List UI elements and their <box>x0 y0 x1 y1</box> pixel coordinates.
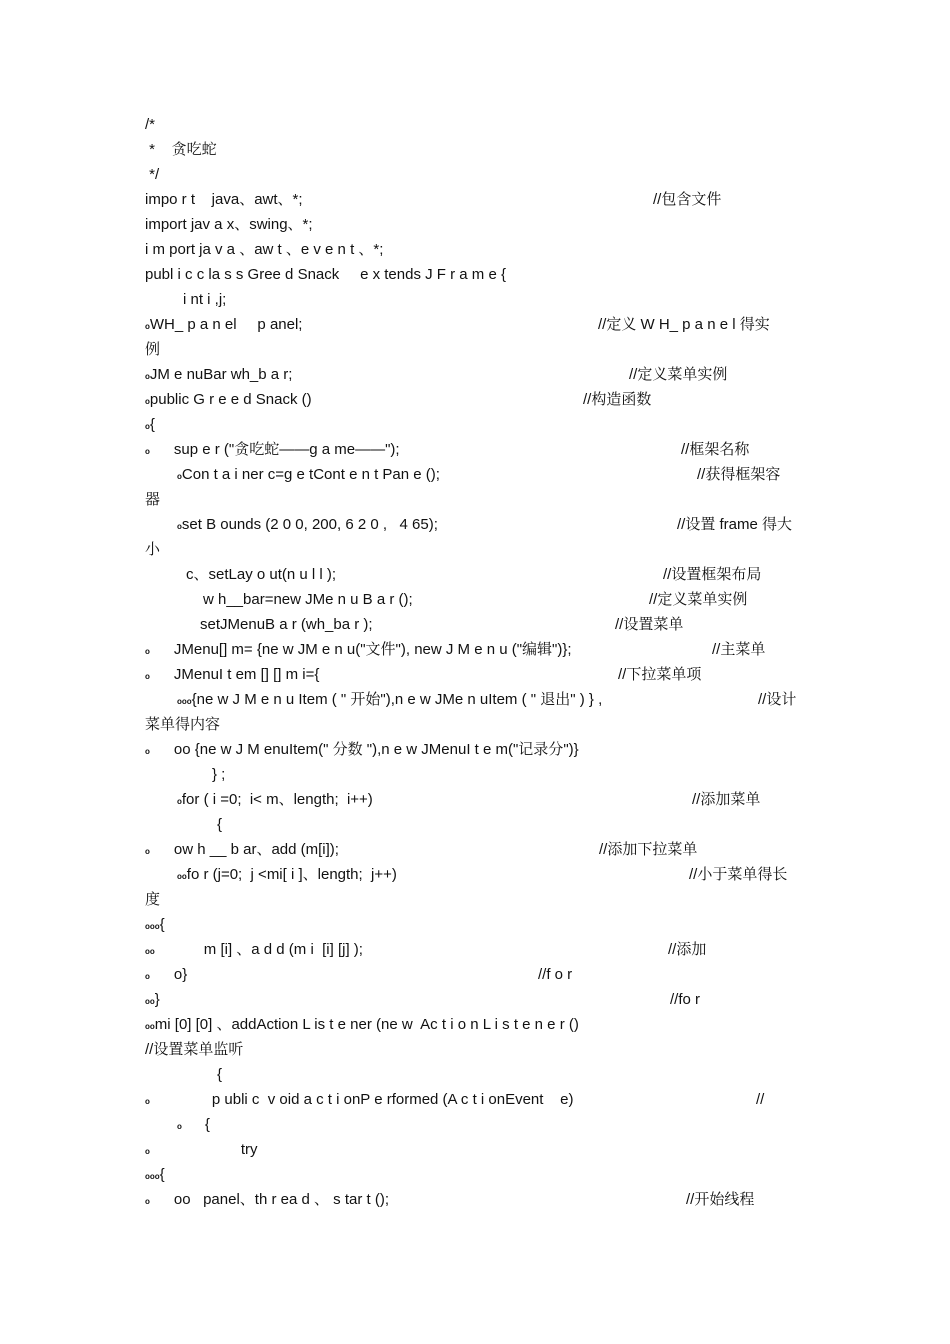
bullet-marker: oo <box>145 947 155 956</box>
code-text: //设置菜单监听 <box>145 1041 244 1058</box>
code-line <box>145 389 312 413</box>
code-text: w h__bar=new JMe n u B a r (); <box>203 591 413 608</box>
bullet-marker: o <box>145 397 150 406</box>
code-text: import jav a x、swing、*; <box>145 216 313 233</box>
code-text: JMenu[] m= {ne w JM e n u("文件"), new J M e n u ("编辑")}; <box>173 641 572 658</box>
code-line <box>145 439 400 463</box>
code-line <box>145 414 155 438</box>
code-text: 度 <box>145 891 161 908</box>
code-text: Con t a i ner c=g e tCont e n t Pan e (); <box>181 466 440 483</box>
code-line <box>145 714 220 736</box>
code-line <box>145 664 319 688</box>
code-line <box>177 464 440 488</box>
bullet-marker: o <box>145 847 150 856</box>
code-line <box>186 564 336 586</box>
code-line <box>145 839 339 863</box>
code-text: {ne w J M e n u Item ( " 开始"),n e w JMe n uItem ( " 退出" ) } , <box>191 691 603 708</box>
bullet-marker: oo <box>145 1022 155 1031</box>
code-line <box>145 139 217 161</box>
code-comment: //f o r <box>538 966 573 983</box>
bullet-marker: oo <box>177 872 187 881</box>
code-text: try <box>240 1141 258 1158</box>
code-line <box>145 914 165 938</box>
code-line <box>145 364 292 388</box>
code-comment: //定义 W H_ p a n e l 得实 <box>598 316 770 333</box>
bullet-marker: ooo <box>177 697 192 706</box>
code-line <box>212 764 225 786</box>
bullet-marker: o <box>177 472 182 481</box>
code-text: publ i c c la s s Gree d Snack e x tends J F r a m e { <box>145 266 506 283</box>
code-line <box>145 939 363 963</box>
code-text: public G r e e d Snack () <box>149 391 312 408</box>
bullet-marker: o <box>145 422 150 431</box>
bullet-marker: ooo <box>145 922 160 931</box>
code-text: { <box>149 416 155 433</box>
code-text: 例 <box>145 341 161 358</box>
code-comment: //小于菜单得长 <box>689 866 788 883</box>
code-line <box>217 1064 222 1086</box>
code-line <box>145 314 302 338</box>
bullet-marker: o <box>145 972 150 981</box>
code-text: for ( i =0; i< m、length; i++) <box>181 791 373 808</box>
code-line <box>145 339 160 361</box>
code-comment: //设置 frame 得大 <box>677 516 793 533</box>
code-comment: // <box>756 1091 765 1108</box>
code-text: mi [0] [0] 、addAction L is t e ner (ne w Ac t i o n L i s t e n e r () <box>154 1016 579 1033</box>
code-comment: //定义菜单实例 <box>649 591 748 608</box>
code-comment: //设置菜单 <box>615 616 684 633</box>
bullet-marker: o <box>145 447 150 456</box>
code-comment: //构造函数 <box>583 391 652 408</box>
code-line <box>145 114 155 136</box>
code-text: JMenuI t em [] [] m i={ <box>173 666 320 683</box>
code-text: setJMenuB a r (wh_ba r ); <box>200 616 373 633</box>
code-comment: //设计 <box>758 691 797 708</box>
code-comment: //fo r <box>670 991 701 1008</box>
code-comment: //添加下拉菜单 <box>599 841 698 858</box>
code-comment: //主菜单 <box>712 641 766 658</box>
code-line <box>177 514 438 538</box>
code-line <box>145 889 160 911</box>
code-line <box>145 214 313 236</box>
bullet-marker: o <box>177 797 182 806</box>
bullet-marker: o <box>145 322 150 331</box>
code-text: */ <box>145 166 160 183</box>
code-line <box>145 739 579 763</box>
code-text: 菜单得内容 <box>145 716 221 733</box>
code-text: WH_ p a n el p anel; <box>149 316 303 333</box>
code-comment: //下拉菜单项 <box>618 666 702 683</box>
code-line <box>177 789 373 813</box>
bullet-marker: o <box>145 672 150 681</box>
code-comment: //开始线程 <box>686 1191 755 1208</box>
code-line <box>145 1189 389 1213</box>
bullet-marker: o <box>145 1097 150 1106</box>
code-text: i m port ja v a 、aw t 、e v e n t 、*; <box>145 241 384 258</box>
code-text: set B ounds (2 0 0, 200, 6 2 0 , 4 65); <box>181 516 438 533</box>
code-line <box>183 289 226 311</box>
code-line <box>217 814 222 836</box>
code-text: * 贪吃蛇 <box>145 141 217 158</box>
code-line <box>145 989 160 1013</box>
code-line <box>145 1014 579 1038</box>
code-comment: //添加 <box>668 941 707 958</box>
code-text: JM e nuBar wh_b a r; <box>149 366 293 383</box>
code-line <box>145 1139 258 1163</box>
bullet-marker: o <box>145 747 150 756</box>
code-text: { <box>204 1116 210 1133</box>
code-line <box>145 264 506 286</box>
bullet-marker: o <box>177 1122 182 1131</box>
code-comment: //获得框架容 <box>697 466 781 483</box>
code-line <box>145 1089 573 1113</box>
code-line <box>145 1164 165 1188</box>
code-text: { <box>159 1166 165 1183</box>
code-text: 小 <box>145 541 161 558</box>
code-text: { <box>217 816 223 833</box>
code-text: oo {ne w J M enuItem(" 分数 "),n e w JMenuI t e m("记录分")} <box>173 741 579 758</box>
code-comment: //定义菜单实例 <box>629 366 728 383</box>
code-line <box>145 539 160 561</box>
code-line <box>177 1114 210 1138</box>
code-text: o} <box>173 966 188 983</box>
code-line <box>145 489 160 511</box>
bullet-marker: o <box>145 1197 150 1206</box>
code-text: 器 <box>145 491 161 508</box>
code-line <box>145 964 187 988</box>
code-line <box>200 614 373 636</box>
code-text: /* <box>145 116 156 133</box>
code-line <box>145 639 572 663</box>
code-text: m [i] 、a d d (m i [i] [j] ); <box>203 941 363 958</box>
code-text: sup e r ("贪吃蛇——g a me——"); <box>173 441 400 458</box>
code-comment: //包含文件 <box>653 191 722 208</box>
code-comment: //添加菜单 <box>692 791 761 808</box>
code-text: oo panel、th r ea d 、 s tar t (); <box>173 1191 389 1208</box>
code-text: c、setLay o ut(n u l l ); <box>186 566 337 583</box>
code-line <box>145 164 159 186</box>
code-line <box>145 239 383 261</box>
code-comment: //框架名称 <box>681 441 750 458</box>
code-text: { <box>159 916 165 933</box>
code-text: ow h __ b ar、add (m[i]); <box>173 841 339 858</box>
code-line <box>145 189 303 211</box>
bullet-marker: o <box>145 647 150 656</box>
bullet-marker: o <box>177 522 182 531</box>
bullet-marker: ooo <box>145 1172 160 1181</box>
code-line <box>203 589 413 611</box>
bullet-marker: o <box>145 372 150 381</box>
code-line <box>145 1039 243 1061</box>
code-comment: //设置框架布局 <box>663 566 762 583</box>
code-text: fo r (j=0; j <mi[ i ]、length; j++) <box>186 866 397 883</box>
code-line <box>177 864 397 888</box>
code-text: } <box>154 991 160 1008</box>
bullet-marker: oo <box>145 997 155 1006</box>
code-text: p ubli c v oid a c t i onP e rformed (A c t i onEvent e) <box>211 1091 574 1108</box>
bullet-marker: o <box>145 1147 150 1156</box>
code-text: { <box>217 1066 223 1083</box>
code-text: } ; <box>212 766 226 783</box>
code-text: i nt i ,j; <box>183 291 227 308</box>
code-line <box>177 689 602 713</box>
code-text: impo r t java、awt、*; <box>145 191 303 208</box>
